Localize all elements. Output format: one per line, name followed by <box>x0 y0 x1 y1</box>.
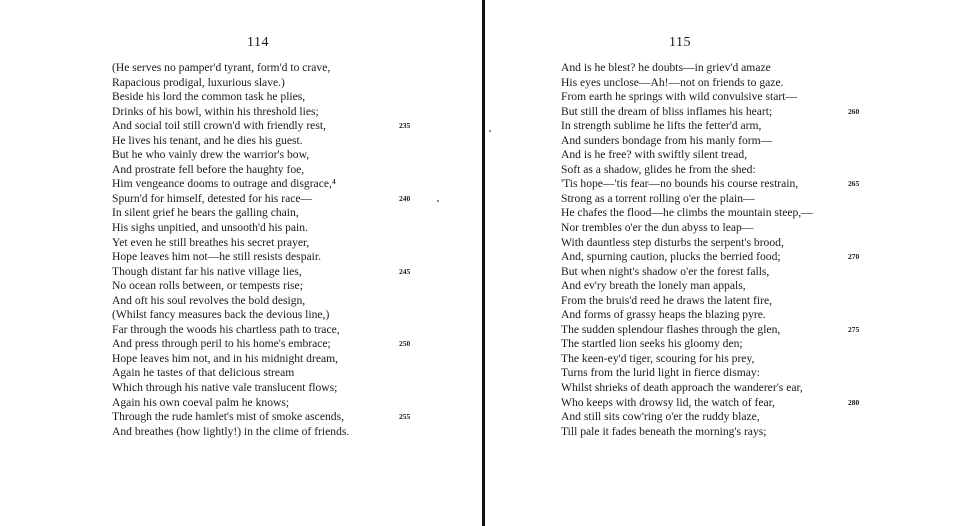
verse-text: Turns from the lurid light in fierce dismay: <box>561 366 760 380</box>
verse-text: The startled lion seeks his gloomy den; <box>561 337 743 351</box>
verse-line <box>112 119 411 134</box>
verse-line <box>561 410 813 425</box>
verse-text: In strength sublime he lifts the fetter'd arm, <box>561 119 762 133</box>
verse-text: His eyes unclose—Ah!—not on friends to gaze. <box>561 75 784 89</box>
verse-text: Rapacious prodigal, luxurious slave.) <box>112 75 285 89</box>
verse-line <box>561 294 813 309</box>
scan-speck <box>437 200 439 202</box>
verse-text: Though distant far his native village lies, <box>112 264 302 278</box>
verse-line <box>561 221 813 236</box>
page-number: 114 <box>247 35 269 50</box>
line-number: 270 <box>848 252 860 262</box>
verse-line <box>561 250 860 265</box>
verse-line <box>112 90 349 105</box>
verse-line <box>112 221 349 236</box>
verse-line <box>112 105 349 120</box>
verse-line <box>112 250 349 265</box>
verse-text: But he who vainly drew the warrior's bow, <box>112 148 310 162</box>
verse-text: Strong as a torrent rolling o'er the plain— <box>561 191 755 205</box>
book-gutter <box>482 0 485 526</box>
verse-line <box>112 191 411 207</box>
verse-line <box>112 61 349 76</box>
verse-line <box>561 192 813 207</box>
verse-text: And ev'ry breath the lonely man appals, <box>561 279 746 293</box>
line-number: 250 <box>399 339 411 349</box>
verse-text: Yet even he still breathes his secret prayer, <box>112 235 310 249</box>
verse-text: Soft as a shadow, glides he from the shed: <box>561 162 756 176</box>
verse-text: Who keeps with drowsy lid, the watch of fear, <box>561 395 775 409</box>
verse-line <box>112 279 349 294</box>
verse-text: But when night's shadow o'er the forest falls, <box>561 264 770 278</box>
line-number: 280 <box>848 397 860 407</box>
verse-text: Again his own coeval palm he knows; <box>112 395 290 409</box>
poem-lines <box>561 61 860 439</box>
verse-text: And social toil still crown'd with friendly rest, <box>112 119 326 133</box>
verse-text: Drinks of his bowl, within his threshold lies; <box>112 104 319 118</box>
verse-line <box>561 134 813 149</box>
verse-line <box>561 322 860 338</box>
verse-line <box>561 352 813 367</box>
verse-line <box>112 148 349 163</box>
line-number: 235 <box>399 121 411 131</box>
scan-speck <box>489 130 491 132</box>
verse-line <box>561 177 860 192</box>
right-page <box>486 0 980 526</box>
verse-text: 'Tis hope—'tis fear—no bounds his course restrain, <box>561 177 799 191</box>
line-number: 265 <box>848 179 860 189</box>
line-number: 275 <box>848 324 860 334</box>
verse-text: The keen-ey'd tiger, scouring for his prey, <box>561 351 755 365</box>
verse-line <box>561 381 813 396</box>
verse-text: Whilst shrieks of death approach the wanderer's ear, <box>561 381 803 395</box>
verse-line <box>112 134 349 149</box>
verse-text: Beside his lord the common task he plies, <box>112 90 306 104</box>
page-number: 115 <box>669 35 691 50</box>
verse-text: The sudden splendour flashes through the glen, <box>561 322 781 336</box>
verse-line <box>561 366 813 381</box>
verse-text: His sighs unpitied, and unsooth'd his pain. <box>112 221 308 235</box>
verse-line <box>561 148 813 163</box>
verse-text: And is he free? with swiftly silent tread, <box>561 148 748 162</box>
verse-line <box>561 206 813 221</box>
verse-text: Nor trembles o'er the dun abyss to leap— <box>561 221 754 235</box>
poem-lines <box>112 61 411 439</box>
verse-text: From the bruis'd reed he draws the latent fire, <box>561 293 773 307</box>
verse-text: No ocean rolls between, or tempests rise; <box>112 279 303 293</box>
left-page <box>0 0 483 526</box>
verse-line <box>112 323 349 338</box>
verse-text: He lives his tenant, and he dies his guest. <box>112 133 303 147</box>
verse-text: And oft his soul revolves the bold design, <box>112 293 306 307</box>
verse-text: From earth he springs with wild convulsive start— <box>561 90 798 104</box>
verse-line <box>561 76 813 91</box>
verse-line <box>112 337 411 352</box>
verse-line <box>561 119 813 134</box>
verse-text: And forms of grassy heaps the blazing pyre. <box>561 308 766 322</box>
verse-line <box>112 294 349 309</box>
verse-line <box>112 206 349 221</box>
verse-text: And is he blest? he doubts—in griev'd amaze <box>561 61 771 74</box>
verse-line <box>112 163 349 178</box>
verse-line <box>561 308 813 323</box>
verse-text: Through the rude hamlet's mist of smoke ascends, <box>112 410 344 424</box>
verse-text: Far through the woods his chartless path to trace, <box>112 322 340 336</box>
verse-line <box>561 337 813 352</box>
verse-text: And press through peril to his home's embrace; <box>112 337 331 351</box>
verse-line <box>112 396 349 411</box>
verse-text: Spurn'd for himself, detested for his race— <box>112 191 313 205</box>
verse-text: And breathes (how lightly!) in the clime of friends. <box>112 424 350 438</box>
line-number: 240 <box>399 193 411 203</box>
line-number: 260 <box>848 106 860 116</box>
verse-text: And, spurning caution, plucks the berried food; <box>561 250 781 264</box>
verse-line <box>112 177 349 192</box>
verse-text: (Whilst fancy measures back the devious line,) <box>112 308 330 322</box>
verse-text: Which through his native vale translucent flows; <box>112 381 338 395</box>
verse-line <box>112 352 349 367</box>
verse-line <box>561 163 813 178</box>
verse-line <box>561 90 813 105</box>
verse-line <box>112 366 349 381</box>
verse-text: Hope leaves him not, and in his midnight dream, <box>112 351 339 365</box>
verse-line <box>561 265 813 280</box>
verse-line <box>112 410 411 425</box>
verse-text: With dauntless step disturbs the serpent's brood, <box>561 235 784 249</box>
verse-line <box>112 236 349 251</box>
verse-text: And still sits cow'ring o'er the ruddy blaze, <box>561 410 760 424</box>
verse-text: Hope leaves him not—he still resists despair. <box>112 250 321 264</box>
verse-line <box>112 76 349 91</box>
verse-text: He chafes the flood—he climbs the mountain steep,— <box>561 206 813 220</box>
verse-line <box>112 264 411 280</box>
line-number: 245 <box>399 266 411 276</box>
verse-line <box>112 381 349 396</box>
verse-line <box>561 395 860 411</box>
verse-line <box>561 104 860 120</box>
verse-text: Him vengeance dooms to outrage and disgrace,⁴ <box>112 177 336 191</box>
verse-text: Till pale it fades beneath the morning's rays; <box>561 424 767 438</box>
verse-line <box>112 425 349 440</box>
verse-line <box>112 308 349 323</box>
verse-line <box>561 236 813 251</box>
verse-line <box>561 61 813 76</box>
verse-text: And sunders bondage from his manly form— <box>561 133 773 147</box>
verse-text: And prostrate fell before the haughty foe, <box>112 162 305 176</box>
verse-text: Again he tastes of that delicious stream <box>112 366 295 380</box>
line-number: 255 <box>399 412 411 422</box>
verse-line <box>561 279 813 294</box>
verse-text: In silent grief he bears the galling chain, <box>112 206 299 220</box>
verse-line <box>561 425 813 440</box>
verse-text: (He serves no pamper'd tyrant, form'd to crave, <box>112 61 331 74</box>
verse-text: But still the dream of bliss inflames his heart; <box>561 104 773 118</box>
